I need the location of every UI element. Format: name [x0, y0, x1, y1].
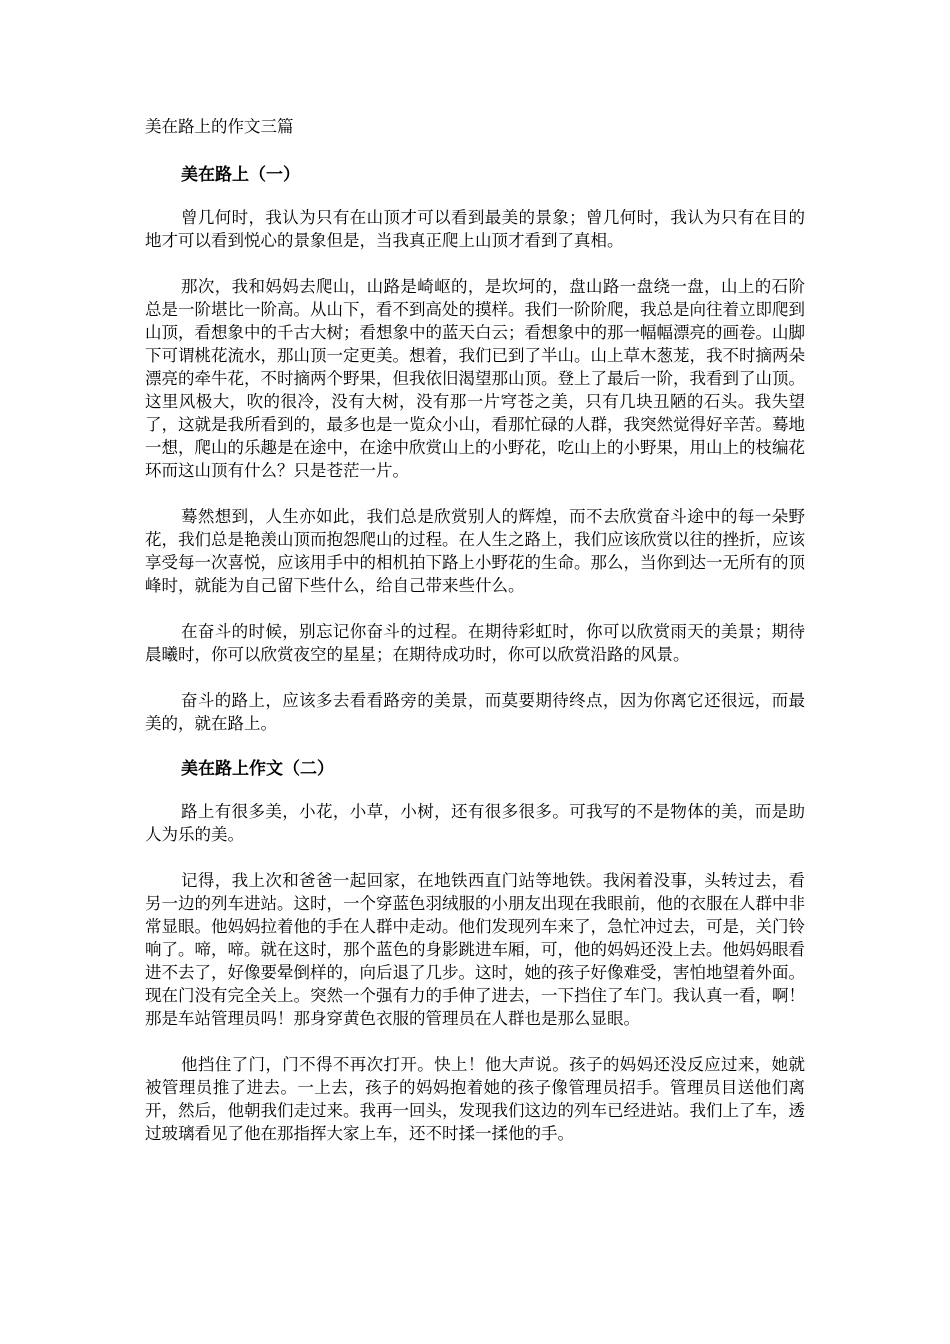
- paragraph: 他挡住了门，门不得不再次打开。快上！他大声说。孩子的妈妈还没反应过来，她就被管理员推了进去。一上去，孩子的妈妈抱着她的孩子像管理员招手。管理员目送他们离开，然后，他朝我们走过来。我再一回头，发现我们这边的列车已经进站。我们上了车，透过玻璃看见了他在那指挥大家上车，还不时揉一揉他的手。: [145, 1055, 805, 1143]
- paragraph: 在奋斗的时候，别忘记你奋斗的过程。在期待彩虹时，你可以欣赏雨天的美景；期待晨曦时，你可以欣赏夜空的星星；在期待成功时，你可以欣赏沿路的风景。: [145, 622, 805, 664]
- paragraph: 路上有很多美，小花，小草，小树，还有很多很多。可我写的不是物体的美，而是助人为乐的美。: [145, 802, 805, 844]
- paragraph: 记得，我上次和爸爸一起回家，在地铁西直门站等地铁。我闲着没事，头转过去，看另一边的列车进站。这时，一个穿蓝色羽绒服的小朋友出现在我眼前，他的衣服在人群中非常显眼。他妈妈拉着他的手在人群中走动。他们发现列车来了，急忙冲过去，可是，关门铃响了。啼，啼。就在这时，那个蓝色的身影跳进车厢，可，他的妈妈还没上去。他妈妈眼看进不去了，好像要晕倒样的，向后退了几步。这时，她的孩子好像难受，害怕地望着外面。现在门没有完全关上。突然一个强有力的手伸了进去，一下挡住了车门。我认真一看，啊！那是车站管理员吗！那身穿黄色衣服的管理员在人群也是那么显眼。: [145, 871, 805, 1028]
- section-heading: 美在路上作文（二）: [181, 759, 334, 779]
- paragraph: 曾几何时，我认为只有在山顶才可以看到最美的景象；曾几何时，我认为只有在目的地才可以看到悦心的景象但是，当我真正爬上山顶才看到了真相。: [145, 208, 805, 250]
- paragraph: 奋斗的路上，应该多去看看路旁的美景，而莫要期待终点，因为你离它还很远，而最美的，就在路上。: [145, 691, 805, 733]
- paragraph: 蓦然想到，人生亦如此，我们总是欣赏别人的辉煌，而不去欣赏奋斗途中的每一朵野花，我们总是艳羡山顶而抱怨爬山的过程。在人生之路上，我们应该欣赏以往的挫折，应该享受每一次喜悦，应该用手中的相机拍下路上小野花的生命。那么，当你到达一无所有的顶峰时，就能为自己留下些什么，给自己带来些什么。: [145, 507, 805, 595]
- document-body: [145, 116, 805, 1168]
- document-title: 美在路上的作文三篇: [145, 117, 294, 136]
- paragraph: 那次，我和妈妈去爬山，山路是崎岖的，是坎坷的，盘山路一盘绕一盘，山上的石阶总是一阶堪比一阶高。从山下，看不到高处的摸样。我们一阶阶爬，我总是向往着立即爬到山顶，看想象中的千古大树；看想象中的蓝天白云；看想象中的那一幅幅漂亮的画卷。山脚下可谓桃花流水，那山顶一定更美。想着，我们已到了半山。山上草木葱茏，我不时摘两朵漂亮的牵牛花，不时摘两个野果，但我依旧渴望那山顶。登上了最后一阶，我看到了山顶。这里风极大，吹的很冷，没有大树，没有那一片穹苍之美，只有几块丑陋的石头。我失望了，这就是我所看到的，最多也是一览众小山，看那忙碌的人群，我突然觉得好辛苦。蓦地一想，爬山的乐趣是在途中，在途中欣赏山上的小野花，吃山上的小野果，用山上的枝编花环而这山顶有什么？只是苍茫一片。: [145, 277, 805, 480]
- section-heading: 美在路上（一）: [181, 165, 300, 185]
